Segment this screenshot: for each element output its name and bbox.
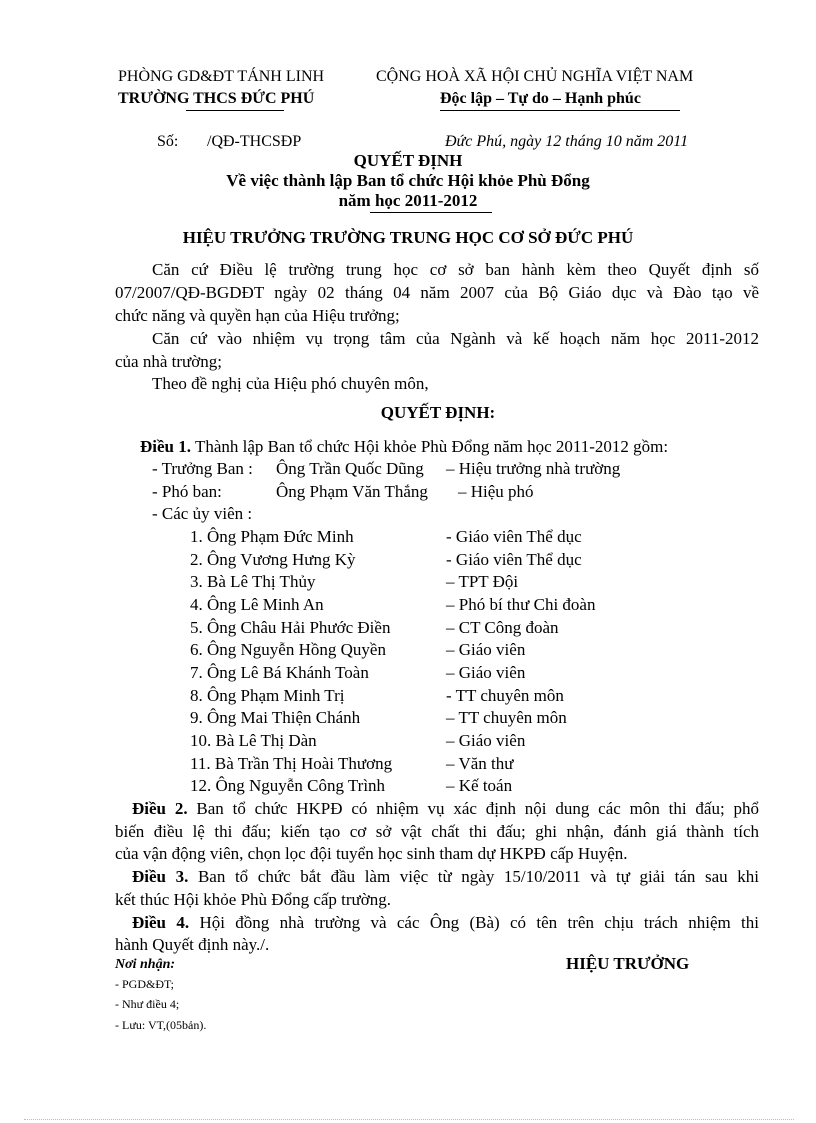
article-2-line-2: biến điều lệ thi đấu; kiến tạo cơ sở vật chất thi đấu; ghi nhận, đánh giá thành tích — [115, 822, 759, 841]
recipients-label: Nơi nhận: — [115, 957, 176, 972]
article-4-line-2: hành Quyết định này./. — [115, 935, 270, 954]
school-underline — [186, 110, 284, 111]
article-4-text: Hội đồng nhà trường và các Ông (Bà) có tên trên chịu trách nhiệm thi — [189, 913, 760, 932]
place-and-date: Đức Phú, ngày 12 tháng 10 năm 2011 — [445, 133, 689, 150]
article-3-line-1 — [132, 865, 759, 888]
member-10-role: – Giáo viên — [446, 731, 526, 750]
deputy-title: – Hiệu phó — [458, 482, 534, 501]
member-6-role: – Giáo viên — [446, 640, 526, 659]
article-2-line-1 — [132, 797, 759, 820]
member-11-role: – Văn thư — [446, 754, 514, 773]
basis-1-line-2: 07/2007/QĐ-BGDĐT ngày 02 tháng 04 năm 2007 của Bộ Giáo dục và Đào tạo về — [115, 283, 759, 302]
member-2-role: - Giáo viên Thể dục — [446, 550, 582, 569]
school-name: TRƯỜNG THCS ĐỨC PHÚ — [118, 90, 315, 107]
document-school-year: năm học 2011-2012 — [338, 191, 478, 210]
page-bottom-divider — [24, 1119, 794, 1120]
member-3-name: 3. Bà Lê Thị Thủy — [190, 572, 316, 591]
article-1-text: Thành lập Ban tổ chức Hội khỏe Phù Đổng năm học 2011-2012 gồm: — [191, 437, 669, 456]
member-12-name: 12. Ông Nguyễn Công Trình — [190, 776, 386, 795]
article-2-text: Ban tổ chức HKPĐ có nhiệm vụ xác định nội dung các môn thi đấu; phổ — [187, 799, 759, 818]
member-11-name: 11. Bà Trần Thị Hoài Thương — [190, 754, 393, 773]
member-9-name: 9. Ông Mai Thiện Chánh — [190, 708, 361, 727]
article-2-line-3: của vận động viên, chọn lọc đội tuyển học sinh tham dự HKPĐ cấp Huyện. — [115, 844, 628, 863]
head-name: Ông Trần Quốc Dũng — [276, 459, 424, 478]
recipient-3: - Lưu: VT,(05bản). — [115, 1018, 207, 1032]
member-1-role: - Giáo viên Thể dục — [446, 527, 582, 546]
decision-heading: QUYẾT ĐỊNH: — [380, 403, 496, 422]
basis-1-line-1: Căn cứ Điều lệ trường trung học cơ sở ban hành kèm theo Quyết định số — [152, 260, 759, 279]
document-subject: Về việc thành lập Ban tổ chức Hội khỏe Phù Đổng — [226, 171, 590, 190]
member-5-role: – CT Công đoàn — [446, 618, 559, 637]
document-title: QUYẾT ĐỊNH — [353, 151, 463, 170]
member-7-name: 7. Ông Lê Bá Khánh Toàn — [190, 663, 369, 682]
deputy-name: Ông Phạm Văn Thắng — [276, 482, 428, 501]
motto-underline — [440, 110, 680, 111]
member-1-name: 1. Ông Phạm Đức Minh — [190, 527, 354, 546]
recipient-1: - PGD&ĐT; — [115, 977, 175, 991]
member-6-name: 6. Ông Nguyễn Hồng Quyền — [190, 640, 386, 659]
article-4-label: Điều 4. — [132, 913, 190, 932]
basis-2-line-1: Căn cứ vào nhiệm vụ trọng tâm của Ngành và kế hoạch năm học 2011-2012 — [152, 329, 759, 348]
national-motto: Độc lập – Tự do – Hạnh phúc — [440, 90, 641, 107]
member-4-role: – Phó bí thư Chi đoàn — [446, 595, 596, 614]
document-number-label: Số: — [157, 133, 179, 150]
head-title: – Hiệu trưởng nhà trường — [446, 459, 621, 478]
member-3-role: – TPT Đội — [446, 572, 519, 591]
basis-1-line-3: chức năng và quyền hạn của Hiệu trưởng; — [115, 306, 400, 325]
article-2-label: Điều 2. — [132, 799, 188, 818]
member-10-name: 10. Bà Lê Thị Dàn — [190, 731, 317, 750]
member-12-role: – Kế toán — [446, 776, 513, 795]
member-2-name: 2. Ông Vương Hưng Kỳ — [190, 550, 356, 569]
article-1-label: Điều 1. — [140, 437, 191, 456]
agency-name: PHÒNG GD&ĐT TÁNH LINH — [118, 68, 325, 85]
article-3-text: Ban tổ chức bắt đầu làm việc từ ngày 15/10/2011 và tự giải tán sau khi — [188, 867, 759, 886]
article-3-line-2: kết thúc Hội khỏe Phù Đổng cấp trường. — [115, 890, 391, 909]
article-1-intro — [140, 435, 668, 458]
document-number-code: /QĐ-THCSĐP — [207, 133, 302, 150]
nation-name: CỘNG HOÀ XÃ HỘI CHỦ NGHĨA VIỆT NAM — [376, 68, 694, 85]
basis-2-line-2: của nhà trường; — [115, 352, 222, 371]
members-label: - Các ủy viên : — [152, 504, 253, 523]
signer-title: HIỆU TRƯỞNG — [566, 954, 690, 973]
basis-3: Theo đề nghị của Hiệu phó chuyên môn, — [152, 374, 429, 393]
member-5-name: 5. Ông Châu Hải Phước Điền — [190, 618, 391, 637]
member-9-role: – TT chuyên môn — [446, 708, 567, 727]
head-role: - Trưởng Ban : — [152, 459, 253, 478]
issuing-authority: HIỆU TRƯỞNG TRƯỜNG TRUNG HỌC CƠ SỞ ĐỨC PHÚ — [182, 228, 634, 247]
member-8-role: - TT chuyên môn — [446, 686, 564, 705]
recipient-2: - Như điều 4; — [115, 997, 180, 1011]
deputy-role: - Phó ban: — [152, 482, 222, 501]
article-4-line-1 — [132, 911, 759, 934]
article-3-label: Điều 3. — [132, 867, 189, 886]
member-4-name: 4. Ông Lê Minh An — [190, 595, 324, 614]
title-underline — [370, 212, 492, 213]
member-8-name: 8. Ông Phạm Minh Trị — [190, 686, 345, 705]
member-7-role: – Giáo viên — [446, 663, 526, 682]
